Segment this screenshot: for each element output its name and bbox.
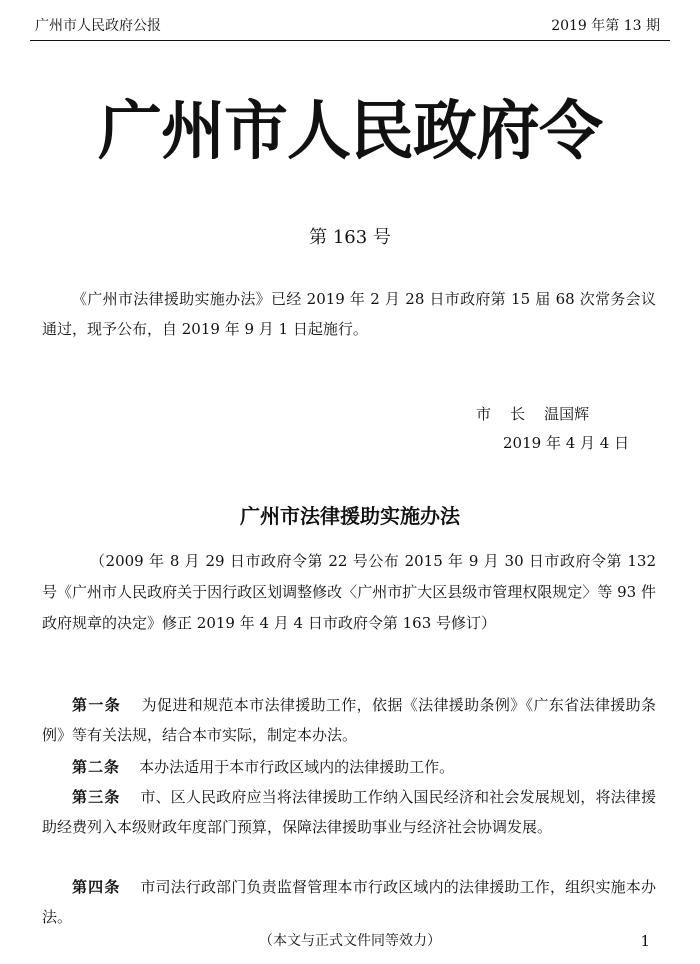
article-label: 第二条 — [72, 758, 121, 776]
page-number: 1 — [640, 932, 650, 950]
law-title: 广州市法律援助实施办法 — [240, 504, 460, 528]
footer-validity-note: （本文与正式文件同等效力） — [259, 933, 441, 949]
article-text: 市、区人民政府应当将法律援助工作纳入国民经济和社会发展规划，将法律援助经费列入本级财政年度部门预算，保障法律援助事业与经济社会协调发展。 — [42, 788, 656, 836]
header-divider — [30, 40, 670, 41]
article-label: 第三条 — [72, 788, 121, 806]
article-label: 第四条 — [72, 878, 121, 896]
article-label: 第一条 — [72, 696, 122, 714]
article-2 — [42, 752, 656, 782]
article-text: 市司法行政部门负责监督管理本市行政区域内的法律援助工作，组织实施本办法。 — [42, 878, 656, 926]
article-1 — [42, 690, 656, 750]
signature-date: 2019 年 4 月 4 日 — [503, 434, 630, 452]
header-publication-name: 广州市人民政府公报 — [35, 18, 161, 34]
header-issue-number: 2019 年第 13 期 — [551, 18, 660, 34]
article-3 — [42, 782, 656, 842]
article-text: 为促进和规范本市法律援助工作，依据《法律援助条例》《广东省法律援助条例》等有关法规，结合本市实际，制定本办法。 — [42, 696, 656, 744]
order-number: 第 163 号 — [309, 227, 391, 248]
article-text: 本办法适用于本市行政区域内的法律援助工作。 — [139, 758, 455, 776]
mayor-signature: 市 长 温国辉 — [476, 405, 590, 423]
amendment-history: （2009 年 8 月 29 日市政府令第 22 号公布 2015 年 9 月 30 日市政府令第 132 号《广州市人民政府关于因行政区划调整修改〈广州市扩大区县级市管理权限规定〉等 93 件政府规章的决定》修正 2019 年 4 月 4 日市政府令第 163 号修订） — [42, 552, 656, 632]
article-4 — [42, 872, 656, 932]
announcement-paragraph: 《广州市法律援助实施办法》已经 2019 年 2 月 28 日市政府第 15 届 68 次常务会议通过，现予公布，自 2019 年 9 月 1 日起施行。 — [42, 290, 656, 338]
decree-title: 广州市人民政府令 — [98, 94, 602, 169]
